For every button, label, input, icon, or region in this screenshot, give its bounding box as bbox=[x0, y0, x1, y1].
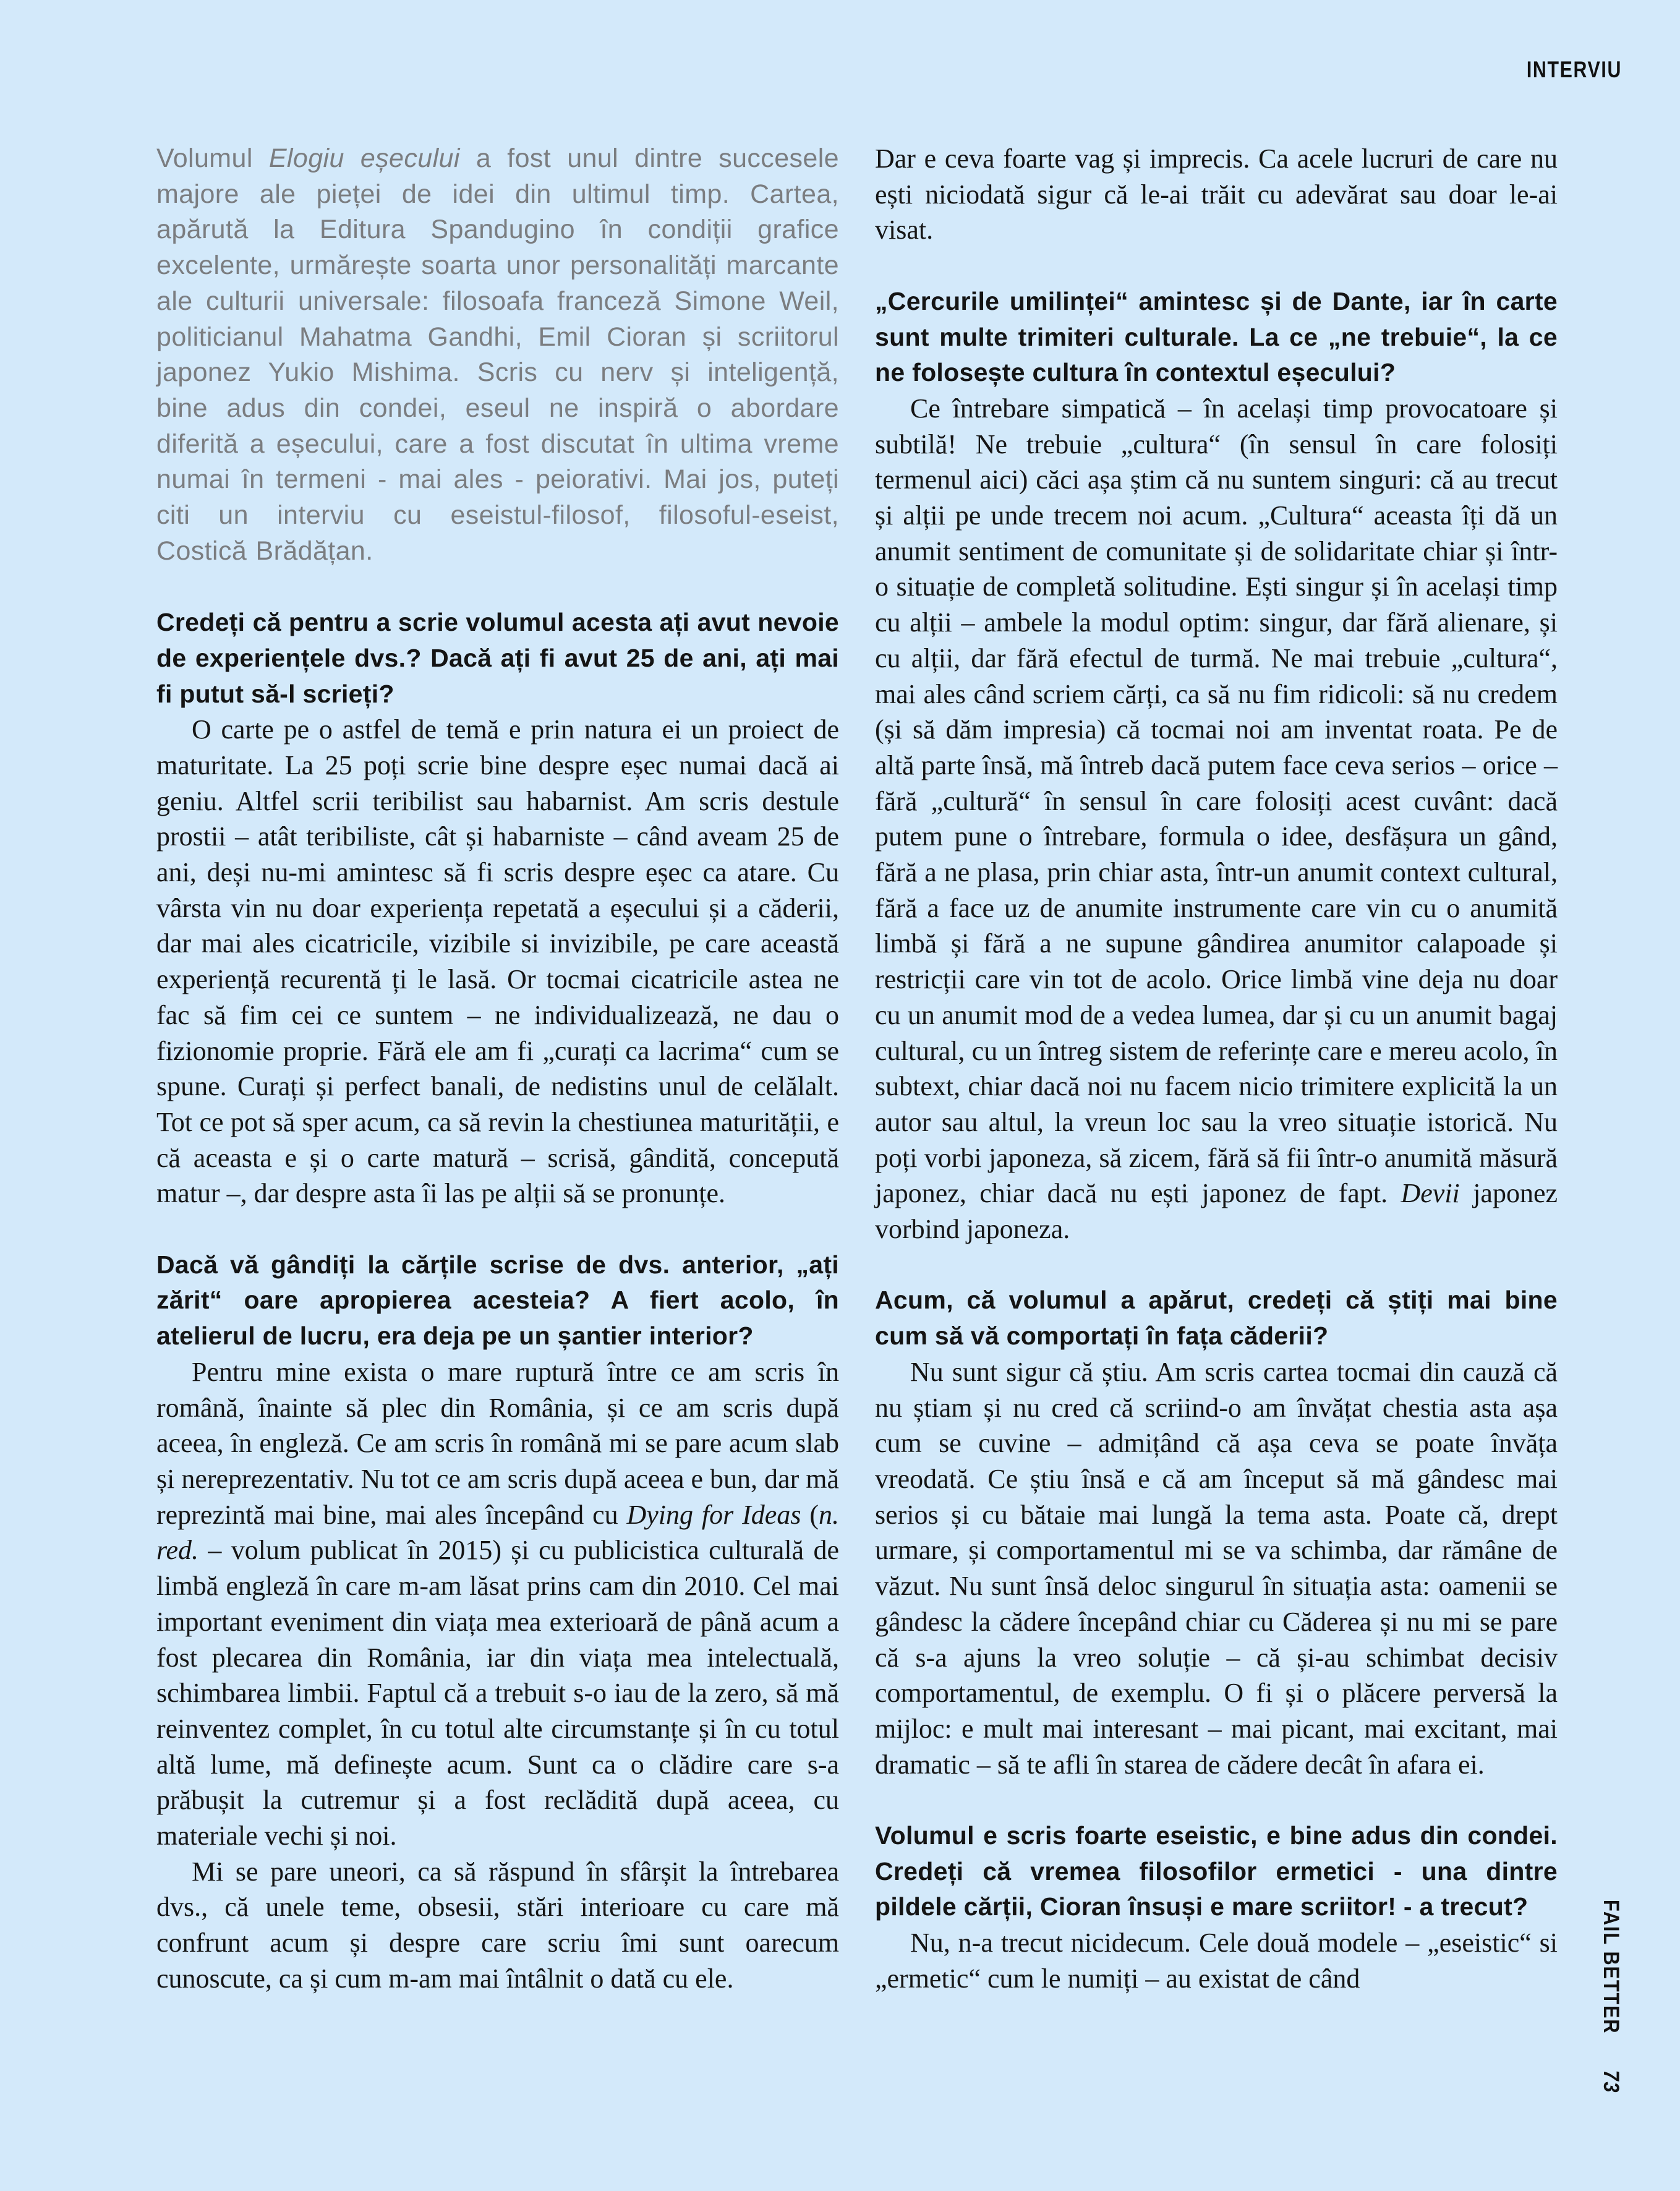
answer-paragraph bbox=[875, 1354, 1558, 1782]
italic-text: Devii bbox=[1401, 1178, 1460, 1209]
answer-paragraph bbox=[156, 1354, 839, 1854]
text-run: Volumul e scris foarte eseistic, e bine adus din condei. Credeți că vremea filosofilor ermetici - una dintre pildele cărții, Cioran însuși e mare scriitor! - a trecut? bbox=[875, 1821, 1558, 1921]
text-run: Pentru mine exista o mare ruptură între ce am scris în română, înainte să plec din România, și ce am scris după aceea, în engleză. Ce am scris în română mi se pare acum slab și nereprezentativ. Nu tot ce am scris după aceea e bun, dar mă reprezintă mai bine, mai ales începând cu bbox=[156, 1356, 839, 1530]
text-run: Volumul bbox=[156, 143, 269, 173]
italic-text: Elogiu eșecului bbox=[268, 143, 460, 173]
question bbox=[875, 284, 1558, 391]
question bbox=[156, 1247, 839, 1354]
answer-paragraph bbox=[156, 1854, 839, 1997]
continuation-paragraph bbox=[875, 141, 1558, 248]
page-number: 73 bbox=[1599, 2070, 1623, 2093]
text-run: Dacă vă gândiți la cărțile scrise de dvs. anterior, „ați zărit“ oare apropierea acesteia? A fiert acolo, în atelierul de lucru, era deja pe un șantier interior? bbox=[156, 1250, 839, 1351]
question bbox=[875, 1818, 1558, 1925]
italic-text: Dying for Ideas bbox=[626, 1499, 801, 1530]
text-run: O carte pe o astfel de temă e prin natura ei un proiect de maturitate. La 25 poți scrie bine despre eșec numai dacă ai geniu. Altfel scrii teribilist sau habarnist. Am scris destule prostii – atât teribiliste, cât și habarniste – când aveam 25 de ani, deși nu-mi amintesc să fi scris despre eșec ca atare. Cu vârsta vin nu doar experiența repetată a eșecului și a căderii, dar mai ales cicatricile, vizibile si invizibile, pe care această experiență recurentă ți le lasă. Or tocmai cicatricile astea ne fac să fim cei ce suntem – ne individualizează, ne dau o fizionomie proprie. Fără ele am fi „curați ca lacrima“ cum se spune. Curați și perfect banali, de nedistins unul de celălalt. Tot ce pot să sper acum, ca să revin la chestiunea maturității, e că aceasta e și o carte matură – scrisă, gândită, concepută matur –, dar despre asta îi las pe alții să se pronunțe. bbox=[156, 714, 839, 1209]
text-run: a fost unul dintre succesele majore ale pieței de idei din ultimul timp. Cartea, apărută la Editura Spandugino în condiții grafice excelente, urmărește soarta unor personalități marcante ale culturii universale: filosoafa franceză Simone Weil, politicianul Mahatma Gandhi, Emil Cioran și scriitorul japonez Yukio Mishima. Scris cu nerv și inteligență, bine adus din condei, eseul ne inspiră o abordare diferită a eșecului, care a fost discutat în ultima vreme numai în termeni - mai ales - peiorativi. Mai jos, puteți citi un interviu cu eseistul-filosof, filosoful-eseist, Costică Brădățan. bbox=[156, 143, 840, 566]
left-column bbox=[156, 141, 839, 1997]
right-column bbox=[875, 141, 1558, 1997]
intro-paragraph bbox=[156, 141, 839, 569]
answer-paragraph bbox=[156, 712, 839, 1211]
answer-paragraph bbox=[875, 391, 1558, 1247]
text-run: Credeți că pentru a scrie volumul acesta ați avut nevoie de experiențele dvs.? Dacă ați fi avut 25 de ani, ați mai fi putut să-l scrieți? bbox=[156, 608, 839, 708]
text-run: Nu, n-a trecut nicidecum. Cele două modele – „eseistic“ si „ermetic“ cum le numiți – au existat de când bbox=[875, 1928, 1558, 1994]
question bbox=[156, 605, 839, 712]
footer bbox=[1598, 1900, 1623, 2093]
text-run: Dar e ceva foarte vag și imprecis. Ca acele lucruri de care nu ești niciodată sigur că le-ai trăit cu adevărat sau doar le-ai visat. bbox=[875, 143, 1558, 246]
section-label: INTERVIU bbox=[1526, 57, 1622, 82]
text-run: Ce întrebare simpatică – în același timp provocatoare și subtilă! Ne trebuie „cultura“ (în sensul în care folosiți termenul aici) căci așa știm că nu suntem singuri: că au trecut și alții pe unde trecem noi acum. „Cultura“ aceasta îți dă un anumit sentiment de comunitate și de solidaritate chiar și într-o situație de completă solitudine. Ești singur și în același timp cu alții – ambele la modul optim: singur, dar fără alienare, și cu alții, dar fără efectul de turmă. Ne mai trebuie „cultura“, mai ales când scriem cărți, ca să nu fim ridicoli: să nu credem (și să dăm impresia) că tocmai noi am inventat roata. Pe de altă parte însă, mă întreb dacă putem face ceva serios – orice – fără „cultură“ în sensul în care folosiți acest cuvânt: dacă putem pune o întrebare, formula o idee, desfășura un gând, fără a ne plasa, prin chiar asta, într-un anumit context cultural, fără a face uz de anumite instrumente care vin cu o anumită limbă și fără a ne supune gândirea anumitor calapoade și restricții care vin tot de acolo. Orice limbă vine deja nu doar cu un anumit mod de a vedea lumea, dar și cu un anumit bagaj cultural, cu un întreg sistem de referințe care e mereu acolo, în subtext, chiar dacă noi nu facem nicio trimitere explicită la un autor sau altul, la vreun loc sau la vreo situație istorică. Nu poți vorbi japoneza, să zicem, fără să fii într-o anumită măsură japonez, chiar dacă nu ești japonez de fapt. bbox=[875, 393, 1558, 1209]
answer-paragraph bbox=[875, 1925, 1558, 1996]
text-run: – volum publicat în 2015) și cu publicistica culturală de limbă engleză în care m-am lăsat prins cam din 2010. Cel mai important eveniment din viața mea exterioară de până acum a fost plecarea din România, iar din viața mea intelectuală, schimbarea limbii. Faptul că a trebuit s-o iau de la zero, să mă reinventez complet, în cu totul alte circumstanțe și în cu totul altă lume, mă definește acum. Sunt ca o clădire care s-a prăbușit la cutremur și a fost reclădită după aceea, cu materiale vechi și noi. bbox=[156, 1535, 839, 1851]
text-run: ( bbox=[801, 1499, 819, 1530]
text-run: „Cercurile umilinței“ amintesc și de Dante, iar în carte sunt multe trimiteri culturale. La ce „ne trebuie“, la ce ne folosește cultura în contextul eșecului? bbox=[875, 286, 1558, 387]
text-run: Nu sunt sigur că știu. Am scris cartea tocmai din cauză că nu știam și nu cred că scriind-o am învățat chestia asta așa cum se cuvine – admițând că așa ceva se poate învăța vreodată. Ce știu însă e că am început să mă gândesc mai serios și cu bătaie mai lungă la tema asta. Poate că, drept urmare, și comportamentul mi se va schimba, dar rămâne de văzut. Nu sunt însă deloc singurul în situația asta: oamenii se gândesc la cădere începând chiar cu Căderea și nu mi se pare că s-a ajuns la vreo soluție – că și-au schimbat decisiv comportamentul, de exemplu. O fi și o plăcere perversă la mijloc: e mult mai interesant – mai picant, mai excitant, mai dramatic – să te afli în starea de cădere decât în afara ei. bbox=[875, 1356, 1558, 1780]
text-run: Mi se pare uneori, ca să răspund în sfârșit la întrebarea dvs., că unele teme, obsesii, stări interioare cu care mă confrunt acum și despre care scriu îmi sunt oarecum cunoscute, ca și cum m-am mai întâlnit o dată cu ele. bbox=[156, 1856, 839, 1994]
text-run: Acum, că volumul a apărut, credeți că știți mai bine cum să vă comportați în fața căderii? bbox=[875, 1286, 1558, 1351]
text-run: japonez vorbind japoneza. bbox=[875, 1178, 1558, 1245]
magazine-title: FAIL BETTER bbox=[1599, 1900, 1623, 2035]
question bbox=[875, 1283, 1558, 1354]
italic-text: n. red. bbox=[156, 1499, 839, 1566]
